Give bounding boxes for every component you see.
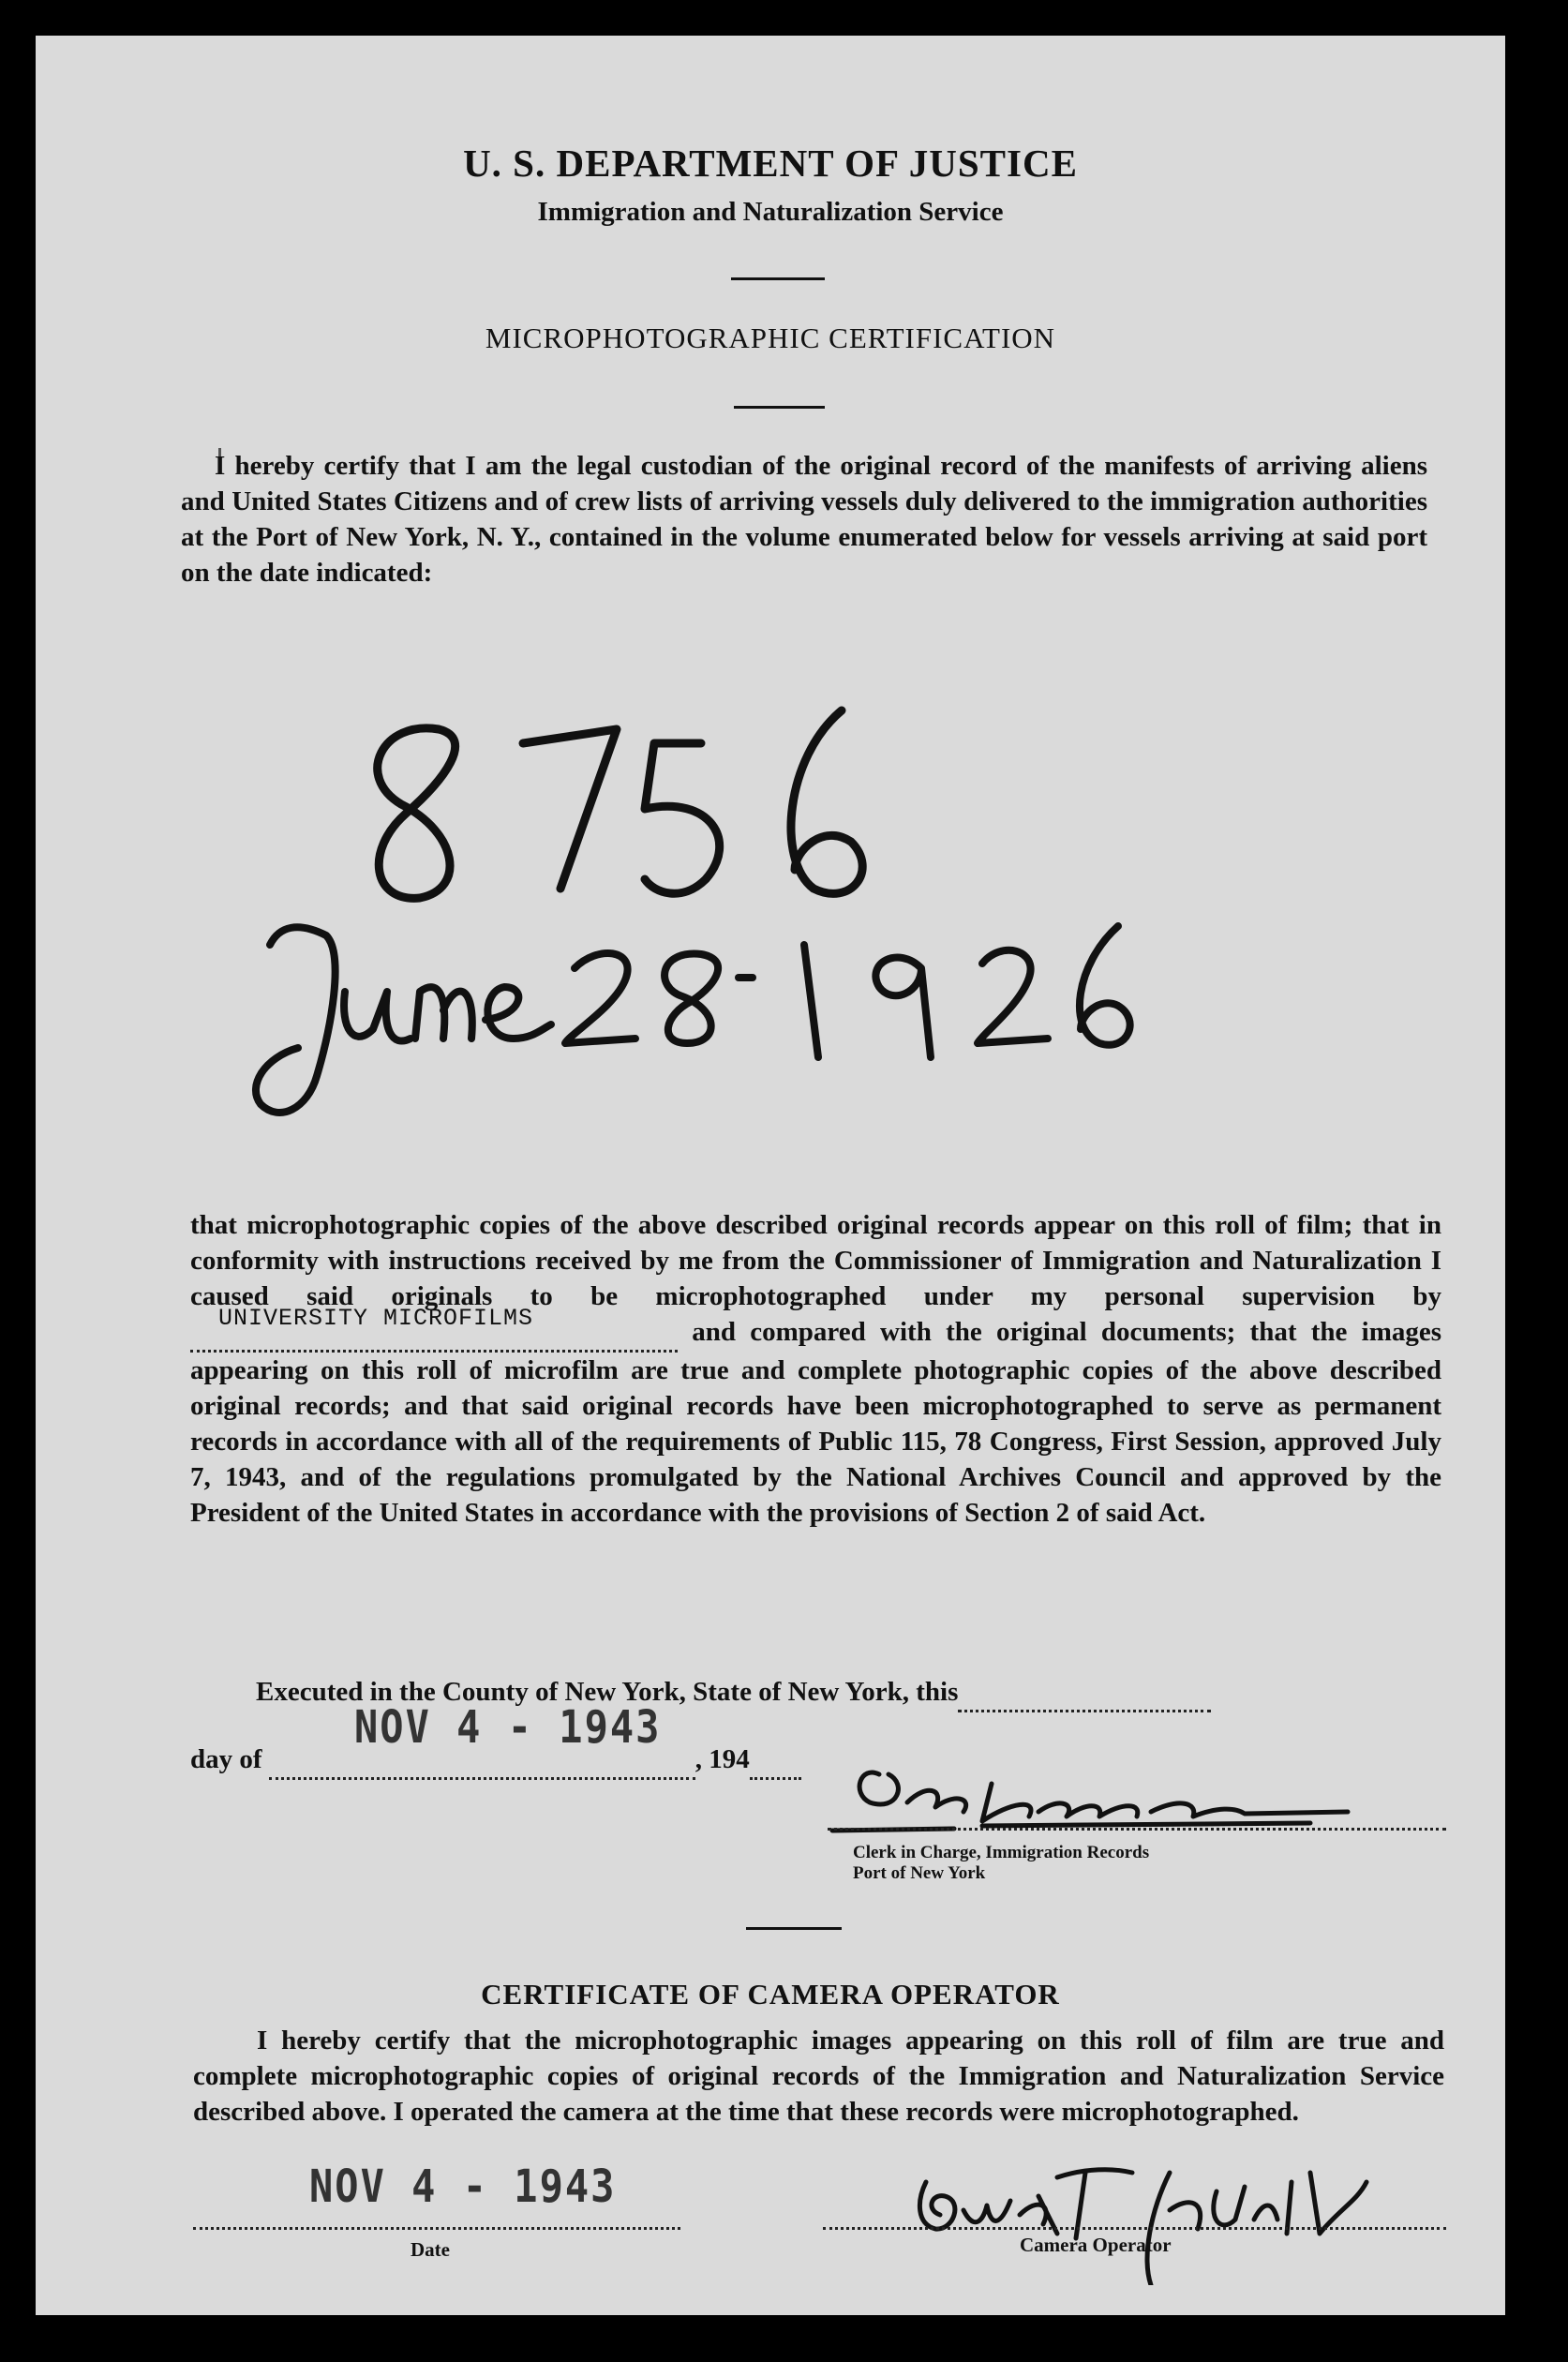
year-prefix: , 194 (694, 1744, 750, 1774)
date-stamp: NOV 4 - 1943 (354, 1700, 662, 1754)
clerk-title (853, 1843, 1149, 1884)
camera-operator-label: Camera Operator (1020, 2234, 1172, 2256)
clerk-signature (823, 1746, 1385, 1849)
date-label: Date (411, 2238, 450, 2261)
agency-heading: U. S. DEPARTMENT OF JUSTICE (463, 142, 1078, 185)
camera-date-stamp: NOV 4 - 1943 (309, 2160, 617, 2213)
day-of-field (269, 1742, 695, 1780)
photographer-field (190, 1305, 678, 1353)
clerk-signature-line (828, 1828, 1446, 1831)
divider-rule (734, 406, 825, 409)
executed-text: Executed in the County of New York, State of New York, this (256, 1677, 959, 1707)
clerk-title-line: Clerk in Charge, Immigration Records (853, 1843, 1150, 1862)
executed-day-field (958, 1674, 1211, 1712)
handwritten-volume-and-date (242, 654, 1366, 1142)
certificate-page (36, 36, 1505, 2315)
body-paragraph (190, 1207, 1441, 1531)
clerk-port-line: Port of New York (853, 1863, 986, 1883)
photographer-name: UNIVERSITY MICROFILMS (218, 1305, 534, 1332)
camera-operator-signature (898, 2145, 1479, 2285)
operator-signature-line (823, 2227, 1446, 2230)
divider-rule (731, 277, 825, 280)
intro-paragraph: I hereby certify that I am the legal custodian of the original record of the manifests of arriving aliens and United States Citizens and of crew lists of arriving vessels duly delivered to the immigration authorities at the Port of New York, N. Y., contained in the volume enumerated below for vessels arriving at said port on the date indicated: (181, 451, 1427, 588)
service-subheading: Immigration and Naturalization Service (537, 197, 1004, 227)
year-field (750, 1742, 801, 1780)
day-of-label: day of (190, 1744, 262, 1774)
divider-rule (746, 1927, 842, 1930)
date-line (193, 2227, 680, 2230)
certification-title: MICROPHOTOGRAPHIC CERTIFICATION (485, 321, 1056, 354)
camera-certificate-text: I hereby certify that the microphotographic images appearing on this roll of film are true and complete microphotographic copies of original records of the Immigration and Naturalization Service described above. I operated the camera at the time that these records were microphotographed. (193, 2026, 1444, 2127)
body-text-after: and compared with the original documents; that the images appearing on this roll of microfilm are true and complete photographic copies of the above described original records; and that said original records have been microphotographed to serve as permanent records in accordance with all of the requirements of Public 115, 78 Congress, First Session, approved July 7, 1943, and of the regulations promulgated by the National Archives Council and approved by the President of the United States in accordance with the provisions of Section 2 of said Act. (190, 1317, 1442, 1528)
camera-certificate-title: CERTIFICATE OF CAMERA OPERATOR (481, 1978, 1060, 2011)
body-text-before: that microphotographic copies of the above described original records appear on this roll of film; that in conformity with instructions received by me from the Commissioner of Immigration and Naturalization I caused said originals to be microphotographed under my personal supervision by (190, 1210, 1441, 1311)
